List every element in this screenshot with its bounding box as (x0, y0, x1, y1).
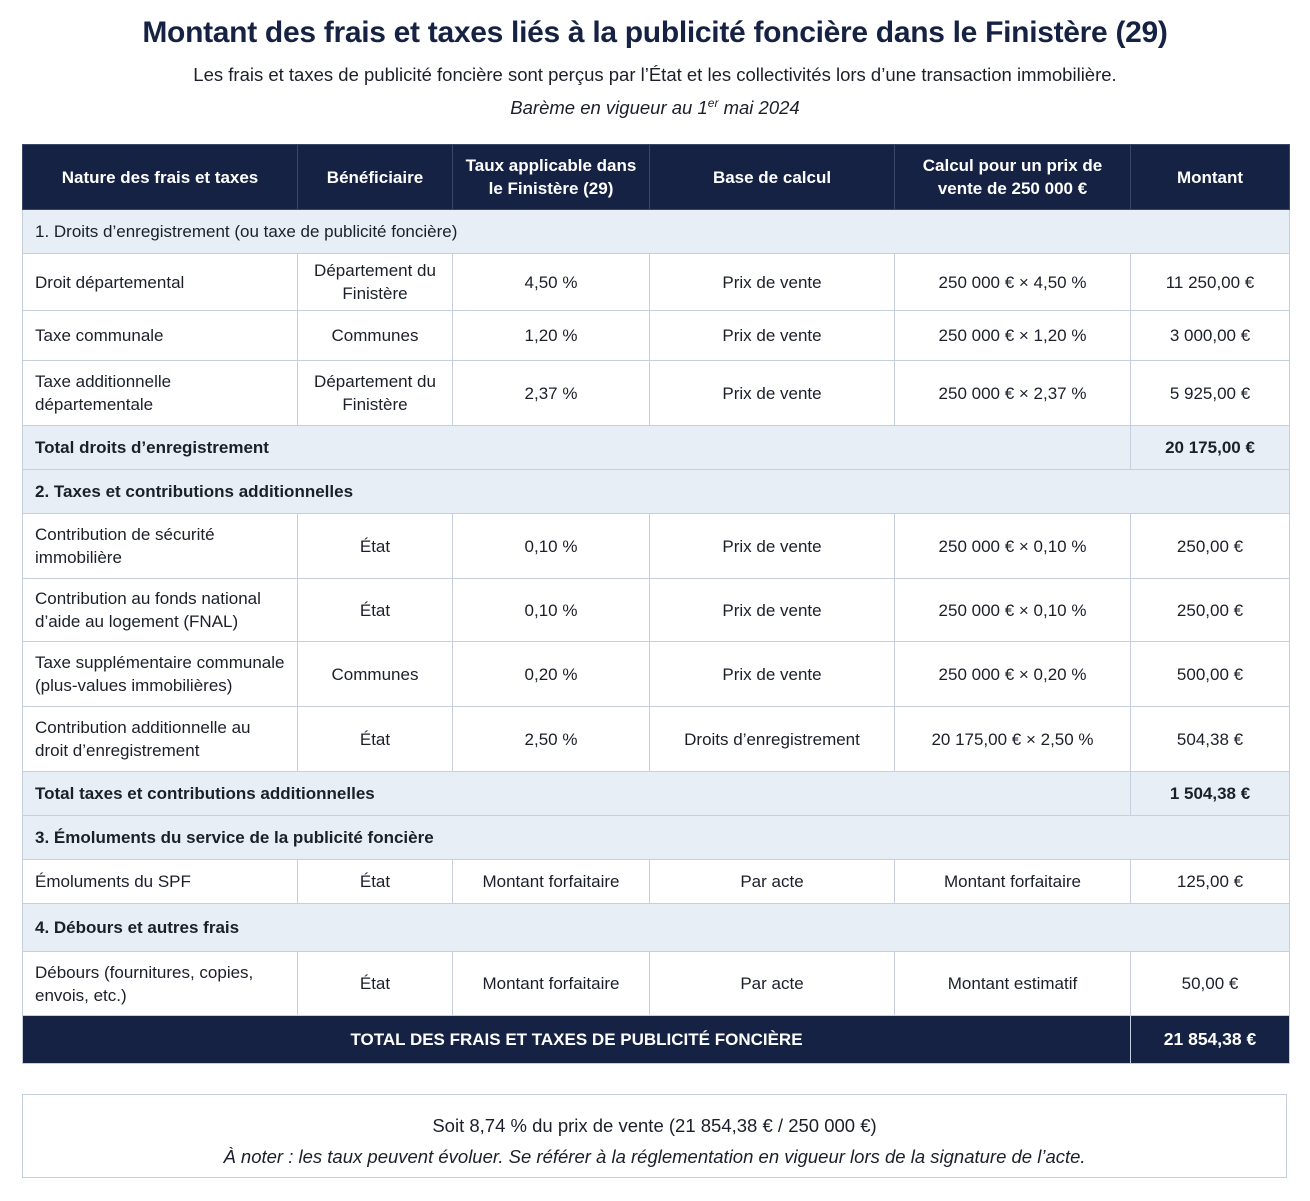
cell-montant: 250,00 € (1131, 579, 1290, 642)
cell-beneficiaire: Département du Finistère (298, 254, 453, 311)
column-header: Montant (1131, 145, 1290, 210)
cell-calcul: 250 000 € × 0,10 % (895, 579, 1131, 642)
cell-montant: 50,00 € (1131, 952, 1290, 1016)
table-row (23, 860, 1290, 904)
grand-total-row (23, 1016, 1290, 1064)
cell-nature: Contribution additionnelle au droit d’enregistrement (23, 707, 298, 772)
table-row (23, 361, 1290, 426)
subtotal-amount: 1 504,38 € (1131, 772, 1290, 816)
section-title: 1. Droits d’enregistrement (ou taxe de publicité foncière) (23, 210, 1290, 254)
subtotal-label: Total taxes et contributions additionnelles (23, 772, 1131, 816)
cell-taux: 0,20 % (453, 642, 650, 707)
column-header: Base de calcul (650, 145, 895, 210)
subtotal-row (23, 426, 1290, 470)
cell-calcul: 20 175,00 € × 2,50 % (895, 707, 1131, 772)
cell-beneficiaire: État (298, 952, 453, 1016)
cell-nature: Émoluments du SPF (23, 860, 298, 904)
cell-calcul: 250 000 € × 0,20 % (895, 642, 1131, 707)
table-row (23, 311, 1290, 361)
fees-table (22, 144, 1290, 1064)
page-subtitle: Les frais et taxes de publicité foncière sont perçus par l’État et les collectivités lors d’une transaction immobilière. (193, 64, 1117, 85)
section-header-row (23, 816, 1290, 860)
cell-base: Prix de vente (650, 579, 895, 642)
cell-beneficiaire: Département du Finistère (298, 361, 453, 426)
cell-calcul: 250 000 € × 4,50 % (895, 254, 1131, 311)
cell-base: Prix de vente (650, 642, 895, 707)
cell-taux: Montant forfaitaire (453, 860, 650, 904)
cell-beneficiaire: Communes (298, 642, 453, 707)
subtotal-amount: 20 175,00 € (1131, 426, 1290, 470)
cell-montant: 5 925,00 € (1131, 361, 1290, 426)
cell-montant: 3 000,00 € (1131, 311, 1290, 361)
cell-montant: 125,00 € (1131, 860, 1290, 904)
cell-montant: 250,00 € (1131, 514, 1290, 579)
cell-calcul: 250 000 € × 0,10 % (895, 514, 1131, 579)
cell-nature: Droit départemental (23, 254, 298, 311)
cell-calcul: 250 000 € × 2,37 % (895, 361, 1131, 426)
cell-nature: Taxe communale (23, 311, 298, 361)
section-header-row (23, 470, 1290, 514)
grand-total-label: TOTAL DES FRAIS ET TAXES DE PUBLICITÉ FONCIÈRE (23, 1016, 1131, 1064)
summary-percentage: Soit 8,74 % du prix de vente (21 854,38 € / 250 000 €) (432, 1115, 877, 1136)
cell-calcul: Montant forfaitaire (895, 860, 1131, 904)
page-title: Montant des frais et taxes liés à la publicité foncière dans le Finistère (29) (142, 16, 1168, 49)
cell-nature: Débours (fournitures, copies, envois, etc.) (23, 952, 298, 1016)
cell-nature: Taxe supplémentaire communale (plus-values immobilières) (23, 642, 298, 707)
cell-beneficiaire: Communes (298, 311, 453, 361)
cell-montant: 500,00 € (1131, 642, 1290, 707)
section-title: 3. Émoluments du service de la publicité foncière (23, 816, 1290, 860)
cell-base: Prix de vente (650, 254, 895, 311)
subtotal-row (23, 772, 1290, 816)
column-header: Nature des frais et taxes (23, 145, 298, 210)
cell-beneficiaire: État (298, 514, 453, 579)
table-row (23, 707, 1290, 772)
bareme-date: Barème en vigueur au 1er mai 2024 (510, 96, 800, 119)
cell-base: Par acte (650, 952, 895, 1016)
grand-total-amount: 21 854,38 € (1131, 1016, 1290, 1064)
summary-note-box (22, 1094, 1287, 1178)
disclaimer-note: À noter : les taux peuvent évoluer. Se référer à la réglementation en vigueur lors de la signature de l’acte. (223, 1146, 1086, 1167)
cell-taux: 0,10 % (453, 514, 650, 579)
table-row (23, 642, 1290, 707)
cell-beneficiaire: État (298, 860, 453, 904)
column-header: Calcul pour un prix de vente de 250 000 € (895, 145, 1131, 210)
cell-taux: 2,37 % (453, 361, 650, 426)
cell-beneficiaire: État (298, 707, 453, 772)
cell-base: Droits d’enregistrement (650, 707, 895, 772)
section-header-row (23, 904, 1290, 952)
cell-nature: Contribution de sécurité immobilière (23, 514, 298, 579)
cell-montant: 11 250,00 € (1131, 254, 1290, 311)
section-header-row (23, 210, 1290, 254)
column-header: Bénéficiaire (298, 145, 453, 210)
cell-beneficiaire: État (298, 579, 453, 642)
section-title: 4. Débours et autres frais (23, 904, 1290, 952)
cell-taux: Montant forfaitaire (453, 952, 650, 1016)
table-header-row (23, 145, 1290, 210)
cell-base: Prix de vente (650, 311, 895, 361)
cell-taux: 2,50 % (453, 707, 650, 772)
table-row (23, 579, 1290, 642)
table-row (23, 254, 1290, 311)
cell-nature: Contribution au fonds national d’aide au logement (FNAL) (23, 579, 298, 642)
table-row (23, 514, 1290, 579)
cell-nature: Taxe additionnelle départementale (23, 361, 298, 426)
cell-calcul: 250 000 € × 1,20 % (895, 311, 1131, 361)
cell-taux: 4,50 % (453, 254, 650, 311)
cell-base: Prix de vente (650, 361, 895, 426)
cell-calcul: Montant estimatif (895, 952, 1131, 1016)
cell-taux: 1,20 % (453, 311, 650, 361)
table-row (23, 952, 1290, 1016)
column-header: Taux applicable dans le Finistère (29) (453, 145, 650, 210)
section-title: 2. Taxes et contributions additionnelles (23, 470, 1290, 514)
cell-montant: 504,38 € (1131, 707, 1290, 772)
cell-base: Prix de vente (650, 514, 895, 579)
cell-base: Par acte (650, 860, 895, 904)
cell-taux: 0,10 % (453, 579, 650, 642)
subtotal-label: Total droits d’enregistrement (23, 426, 1131, 470)
